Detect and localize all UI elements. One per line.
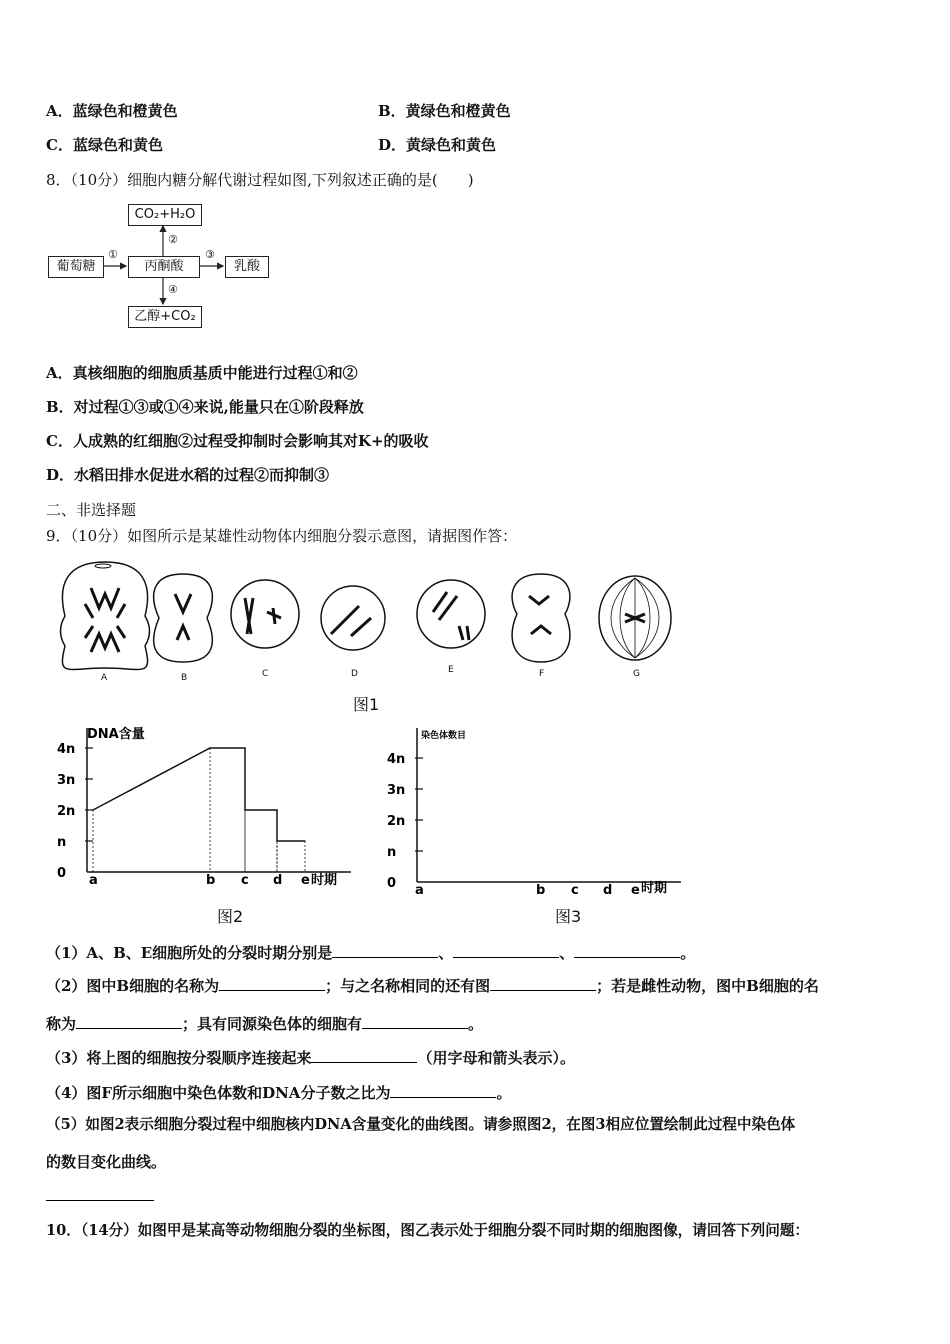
fig2-ytick-2n: 2n	[57, 804, 76, 819]
cell-a-chromosomes-top	[85, 588, 125, 618]
cell-label-a: A	[101, 673, 108, 683]
q9-sub2-blank-1[interactable]	[219, 975, 325, 991]
fig3-ytick-n: n	[387, 845, 397, 860]
q9-sub2-line2	[46, 1013, 483, 1034]
q9-sub1-sep-1: 、	[438, 944, 454, 962]
q9-sub2-end: 。	[468, 1015, 484, 1033]
figure2-dna-chart	[55, 720, 365, 930]
cell-c-chromosomes	[245, 598, 281, 634]
q9-sub1-blank-2[interactable]	[453, 942, 559, 958]
q9-sub3	[46, 1047, 575, 1068]
cell-label-c: C	[262, 669, 269, 679]
glycolysis-flow-diagram	[48, 200, 270, 330]
cell-label-d: D	[351, 669, 358, 679]
q9-sub3-blank[interactable]	[311, 1047, 417, 1063]
q8-option-b: B．对过程①③或①④来说,能量只在①阶段释放	[46, 398, 364, 416]
q9-sub4	[46, 1082, 511, 1103]
cell-e-membrane	[417, 580, 485, 648]
q8-option-c: C．人成熟的红细胞②过程受抑制时会影响其对K+的吸收	[46, 432, 429, 450]
fig2-xtick-a: a	[89, 873, 98, 888]
fig3-ytick-2n: 2n	[387, 814, 406, 829]
q9-sub4-text: （4）图F所示细胞中染色体数和DNA分子数之比为	[46, 1084, 391, 1102]
box-glucose: 葡萄糖	[48, 256, 104, 278]
cell-d-chromosomes	[331, 606, 371, 636]
fig2-ytick-n: n	[57, 835, 67, 850]
q9-sub2-text-2: ；与之名称相同的还有图	[325, 977, 491, 995]
fig2-ylabel: DNA含量	[87, 727, 145, 742]
label-step3: ③	[205, 248, 215, 261]
q7-option-b: B．黄绿色和橙黄色	[378, 102, 511, 120]
q9-sub1-blank-1[interactable]	[332, 942, 438, 958]
fig3-xlabel: 时期	[641, 881, 668, 896]
cell-b-membrane	[154, 574, 213, 662]
fig2-ytick-0: 0	[57, 866, 67, 881]
q9-sub2-blank-2[interactable]	[490, 975, 596, 991]
cell-a-chromosomes-bottom	[85, 626, 125, 652]
fig2-xtick-c: c	[241, 873, 249, 888]
fig3-ylabel: 染色体数目	[421, 731, 467, 741]
q9-sub2-text-1: （2）图中B细胞的名称为	[46, 977, 220, 995]
q9-sub2-text-3: ；若是雌性动物，图中B细胞的名	[596, 977, 819, 995]
q8-stem: 8．（10分）细胞内糖分解代谢过程如图,下列叙述正确的是( )	[46, 171, 474, 189]
q9-stem: 9．（10分）如图所示是某雄性动物体内细胞分裂示意图，请据图作答：	[46, 527, 518, 545]
q10-stem: 10．（14分）如图甲是某高等动物细胞分裂的坐标图，图乙表示处于细胞分裂不同时期的细胞图像，请回答下列问题：	[46, 1222, 810, 1239]
q9-sub1-blank-3[interactable]	[574, 942, 680, 958]
fig2-xtick-d: d	[273, 873, 283, 888]
fig2-ytick-3n: 3n	[57, 773, 76, 788]
cell-c-membrane	[231, 580, 299, 648]
q9-sub3-text: （3）将上图的细胞按分裂顺序连接起来	[46, 1049, 312, 1067]
q9-sub2-blank-3[interactable]	[76, 1013, 182, 1029]
section-heading: 二、非选择题	[46, 501, 137, 519]
fig2-xtick-e: e	[301, 873, 310, 888]
fig2-ytick-4n: 4n	[57, 742, 76, 757]
q9-sub2-line1	[46, 975, 819, 996]
box-pyruvate: 丙酮酸	[128, 256, 200, 278]
q9-sub4-end: 。	[496, 1084, 512, 1102]
cell-a-membrane	[61, 562, 150, 669]
fig3-ytick-4n: 4n	[387, 752, 406, 767]
cell-b-chromosomes	[175, 594, 191, 640]
q9-sub3-end: （用字母和箭头表示）。	[417, 1049, 575, 1067]
q9-sub1-end: 。	[680, 944, 696, 962]
fig2-xlabel: 时期	[311, 873, 338, 888]
q9-sub2-text-4: 称为	[46, 1015, 77, 1033]
fig3-xtick-b: b	[536, 883, 546, 898]
q9-sub2-text-5: ；具有同源染色体的细胞有	[182, 1015, 363, 1033]
q8-option-a: A．真核细胞的细胞质基质中能进行过程①和②	[46, 364, 358, 382]
q9-sub1-sep-2: 、	[559, 944, 575, 962]
q7-option-d: D．黄绿色和黄色	[378, 136, 497, 154]
cell-f-membrane	[512, 574, 570, 662]
fig3-xtick-d: d	[603, 883, 613, 898]
box-ethanol-co2: 乙醇+CO₂	[128, 306, 202, 328]
box-lactic-acid: 乳酸	[225, 256, 269, 278]
fig3-ytick-3n: 3n	[387, 783, 406, 798]
q9-sub2-blank-4[interactable]	[362, 1013, 468, 1029]
cell-d-membrane	[321, 586, 385, 650]
figure1-caption: 图1	[353, 695, 380, 714]
q9-sub1-text: （1）A、B、E细胞所处的分裂时期分别是	[46, 944, 333, 962]
q8-option-d: D．水稻田排水促进水稻的过程②而抑制③	[46, 466, 330, 484]
fig3-xtick-c: c	[571, 883, 579, 898]
cell-a-centrosome	[95, 564, 111, 568]
cell-e-chromosomes	[433, 592, 469, 640]
cell-label-f: F	[539, 669, 545, 679]
cell-label-b: B	[181, 673, 188, 683]
figure1-cells	[55, 556, 695, 716]
fig3-xtick-a: a	[415, 883, 424, 898]
box-co2-h2o: CO₂+H₂O	[128, 204, 202, 226]
cell-f-chromosomes	[529, 596, 551, 634]
q9-sub5-line1: （5）如图2表示细胞分裂过程中细胞核内DNA含量变化的曲线图。请参照图2，在图3相应位置绘制此过程中染色体	[46, 1116, 796, 1133]
label-step4: ④	[168, 283, 178, 296]
q9-sub5-answer-blank[interactable]	[46, 1200, 154, 1201]
figure2-caption: 图2	[217, 907, 244, 926]
fig3-ytick-0: 0	[387, 876, 397, 891]
q7-option-c: C．蓝绿色和黄色	[46, 136, 163, 154]
q9-sub4-blank[interactable]	[390, 1082, 496, 1098]
q7-option-a: A．蓝绿色和橙黄色	[46, 102, 178, 120]
fig2-dna-line	[93, 748, 305, 841]
figure3-caption: 图3	[555, 907, 582, 926]
label-step2: ②	[168, 233, 178, 246]
label-step1: ①	[108, 248, 118, 261]
q9-sub1	[46, 942, 695, 963]
fig2-xtick-b: b	[206, 873, 216, 888]
figure3-chromosome-chart	[385, 720, 695, 930]
q9-sub5-line2: 的数目变化曲线。	[46, 1153, 167, 1171]
fig3-xtick-e: e	[631, 883, 640, 898]
cell-label-e: E	[448, 665, 454, 675]
cell-label-g: G	[633, 669, 640, 679]
